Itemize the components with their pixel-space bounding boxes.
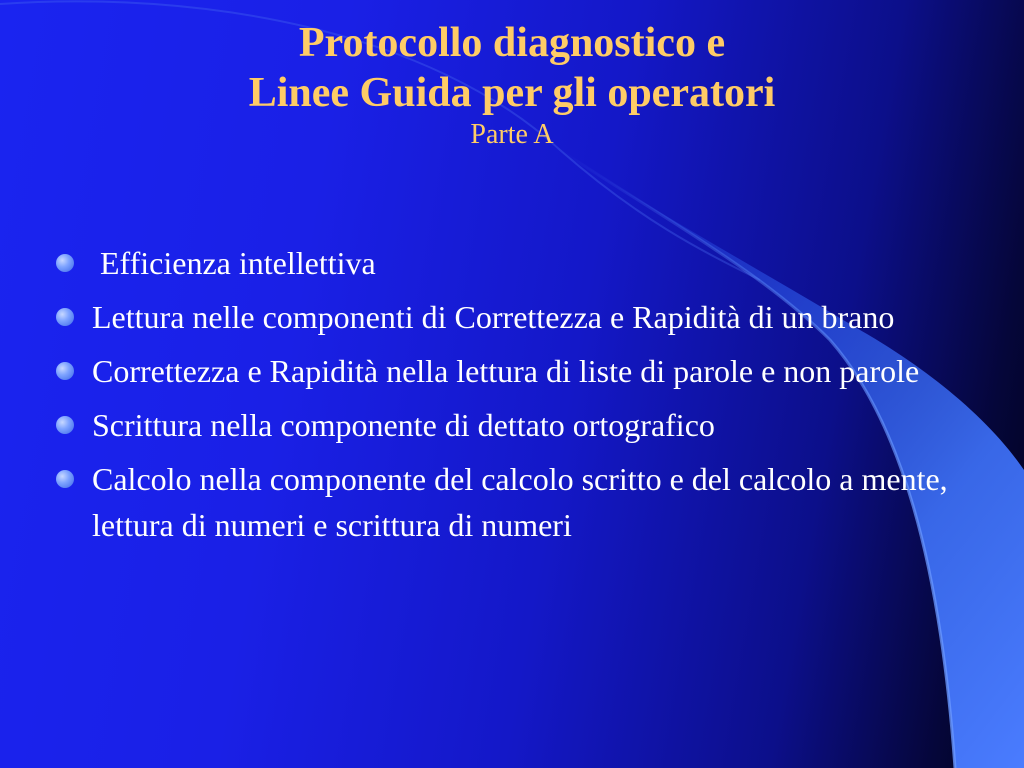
slide-title-line2: Linee Guida per gli operatori [248, 70, 776, 116]
bullet-text: Lettura nelle componenti di Correttezza e Rapidità di un brano [92, 299, 895, 335]
bullet-dot-icon [56, 470, 74, 488]
bullet-dot-icon [56, 308, 74, 326]
bullet-item [56, 294, 976, 340]
bullet-text: Scrittura nella componente di dettato ortografico [92, 407, 715, 443]
bullet-text: Calcolo nella componente del calcolo scritto e del calcolo a mente, lettura di numeri e scrittura di numeri [92, 461, 948, 543]
bullet-item [56, 348, 976, 394]
bullet-item [56, 240, 976, 286]
bullet-dot-icon [56, 362, 74, 380]
bullet-item [56, 402, 976, 448]
bullet-dot-icon [56, 416, 74, 434]
bullet-list [56, 240, 976, 556]
bullet-item [56, 456, 976, 548]
bullet-text: Efficienza intellettiva [92, 245, 376, 281]
slide-subtitle: Parte A [470, 119, 554, 150]
slide-title-line1: Protocollo diagnostico e [298, 20, 726, 66]
title-block [0, 18, 1024, 152]
bullet-dot-icon [56, 254, 74, 272]
bullet-text: Correttezza e Rapidità nella lettura di liste di parole e non parole [92, 353, 920, 389]
